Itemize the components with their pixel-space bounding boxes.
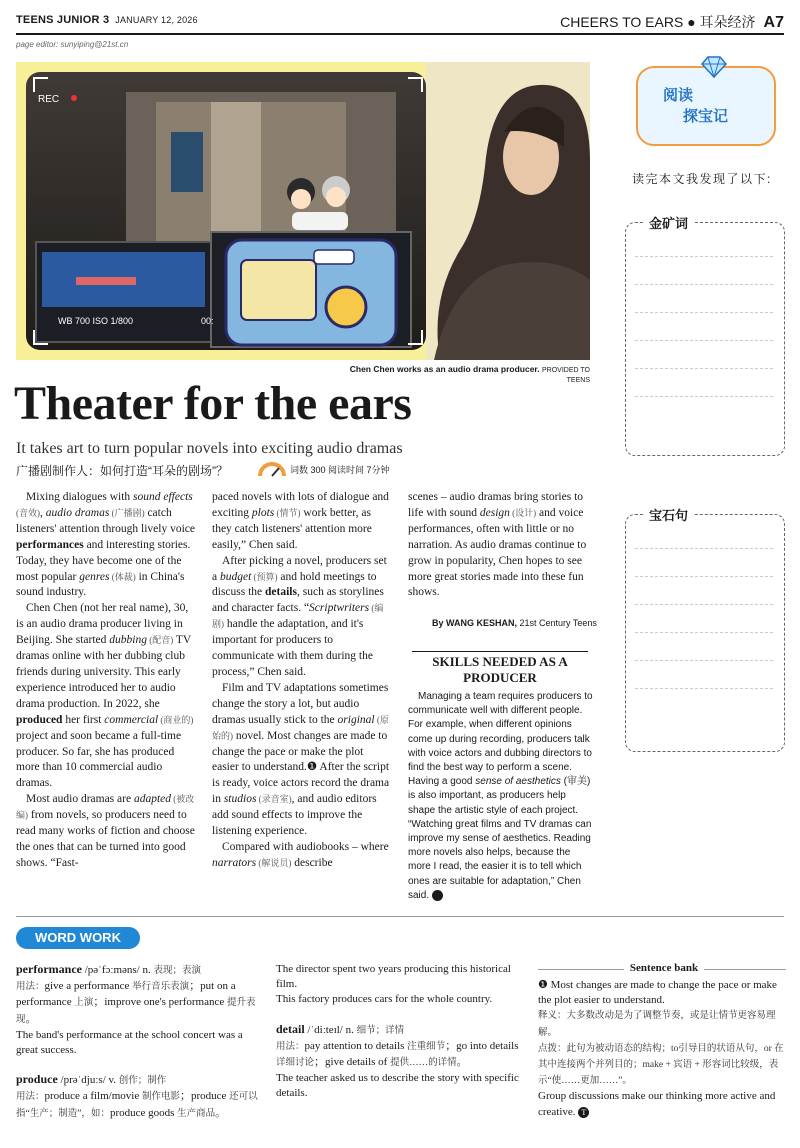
- gem-sentences-title: 宝石句: [643, 505, 694, 524]
- paragraph: Managing a team requires producers to communicate well with different people. For example, when different opinions come up during recording, producers talk with voice actors and dubbing directors to find the best way to perform a scene. Having a good sense of aesthetics (审美) is also important, as producers help shape the artistic style of each project. “Watching great films and TV dramas can improve my sense of aesthetics. Reading more novels also helps, because the more I read, the easier it is to tell which ones are suitable for adaptation,” Chen said. T: [408, 691, 593, 901]
- issue-date: JANUARY 12, 2026: [115, 15, 198, 25]
- sentence-bank-label: Sentence bank: [624, 962, 704, 974]
- chinese-title: 广播剧制作人：如何打造“耳朵的剧场”？: [16, 464, 228, 478]
- paragraph: 用法：give a performance 举行音乐表演；put on a performance 上演；improve one's performance 提升表现。: [16, 980, 256, 1025]
- page-editor: page editor: sunyiping@21st.cn: [16, 40, 129, 49]
- chinese-gloss: (情节): [274, 507, 301, 518]
- gem-sentences-lines: [635, 548, 773, 689]
- column-label: [560, 12, 784, 32]
- italic-term: studios: [223, 793, 257, 806]
- article-column-3: [408, 490, 594, 601]
- sidebar-prompt: 读完本文我发现了以下:: [632, 172, 772, 186]
- sentence-marker: ❶: [306, 761, 318, 774]
- italic-term: genres: [79, 570, 110, 583]
- chinese-note: 用法：: [276, 1041, 305, 1052]
- chinese-gloss: (设计): [509, 507, 537, 518]
- chinese-gloss: (编剧): [212, 603, 384, 630]
- italic-term: audio dramas: [45, 506, 110, 519]
- section-name: TEENS JUNIOR 3: [16, 14, 110, 26]
- sentence-marker: ❶: [538, 979, 548, 991]
- word-count-reading-time: 词数 300 阅读时间 7分钟: [290, 465, 390, 475]
- article-photo: [16, 62, 590, 360]
- chinese-note: 细节；详情: [356, 1025, 405, 1036]
- italic-term: original: [337, 713, 375, 726]
- paragraph: Film and TV adaptations sometimes change the story a lot, but audio dramas usually stick to the original (原始的) novel. Most changes are made to change the pace or make the plot easier to understand.❶ After the script is ready, voice actors record the drama in studios (录音室), and audio editors add sound effects to improve the listening experience.: [212, 681, 390, 838]
- paragraph: detail /ˈdiːteɪl/ n. 细节；详情: [276, 1021, 405, 1036]
- paragraph: 用法：pay attention to details 注重细节；go into details 详细讨论；give details of 提供……的详情。: [276, 1039, 519, 1069]
- headword: produce: [16, 1072, 58, 1087]
- headword: performance: [16, 962, 82, 976]
- paragraph: performance /pəˈfɔːməns/ n. 表现；表演: [16, 962, 201, 976]
- italic-term: dubbing: [109, 634, 147, 647]
- article-column-2: [212, 490, 392, 872]
- italic-term: sound effects: [133, 491, 193, 503]
- chinese-note: 点拨：此句为被动语态的结构；to引导目的状语从句，or 在其中连接两个并列目的；make + 宾语 + 形容词比较级，表示“使……更加……”。: [538, 1043, 784, 1087]
- chinese-gloss: (广播剧): [109, 507, 145, 518]
- italic-term: sense of aesthetics: [475, 776, 561, 788]
- byline-org: 21st Century Teens: [519, 618, 597, 628]
- end-mark-icon: T: [432, 890, 443, 901]
- paragraph: Compared with audiobooks – where narrators (解说员) describe: [212, 840, 389, 869]
- paragraph: produce /prəˈdjuːs/ v. 创作；制作: [16, 1072, 167, 1087]
- chinese-gloss: (被改编): [16, 794, 195, 821]
- article-column-1: [16, 490, 196, 872]
- gold-words-lines: [635, 256, 773, 397]
- diamond-icon: [700, 56, 728, 78]
- paragraph: Chen Chen (not her real name), 30, is an audio drama producer living in Beijing. She started dubbing (配音) TV dramas online with her dubbing club friends during university. This early experience introduced her to audio drama production. In 2022, she produced her first commercial (商业的) project and soon became a full-time producer. So far, she has produced more than 10 commercial audio dramas.: [16, 602, 194, 790]
- chinese-note: 详细讨论: [276, 1058, 315, 1069]
- chinese-note: 上演: [74, 998, 94, 1009]
- paragraph: The band's performance at the school concert was a great success.: [16, 1028, 243, 1057]
- paragraph: [538, 1041, 788, 1090]
- badge-title-line1: 阅读: [663, 87, 694, 104]
- paragraph: Mixing dialogues with sound effects (音效), audio dramas (广播剧) catch listeners' attention through lively voice performances and interesting stories. Today, they have become one of the most popular genres (体裁) in China's sound industry.: [16, 491, 196, 599]
- chinese-gloss: (解说员): [256, 857, 292, 868]
- italic-term: plots: [251, 506, 275, 519]
- sentence-bank-title: [540, 962, 788, 974]
- paragraph: Most audio dramas are adapted (被改编) from novels, so producers need to read many works of fiction and choose the ones that can be turned into good shows. “Fast-: [16, 793, 195, 869]
- paragraph: The teacher asked us to describe the story with specific details.: [276, 1072, 519, 1100]
- chinese-note: 注重细节: [407, 1041, 446, 1052]
- difficulty-gauge-icon: [257, 460, 287, 478]
- end-mark-icon: T: [578, 1107, 589, 1118]
- paragraph: scenes – audio dramas bring stories to life with sound design (设计) and voice performances, often with little or no narration. As audio dramas continue to grow in popularity, Chen hopes to see more great stories made into these fun shows.: [408, 491, 587, 599]
- bold-keyword: details: [265, 586, 297, 599]
- chinese-gloss: (体裁): [109, 571, 136, 582]
- italic-term: narrators: [212, 856, 257, 869]
- chinese-note: 创作；制作: [118, 1076, 167, 1087]
- chinese-note: 用法：: [16, 982, 45, 993]
- paragraph: [538, 1008, 788, 1040]
- word-work-middle: [276, 962, 526, 1102]
- byline-author: By WANG KESHAN,: [432, 618, 518, 628]
- paragraph: paced novels with lots of dialogue and exciting plots (情节) work better, as they catch listeners' attention more easily,” Chen said.: [212, 491, 389, 551]
- byline: [432, 618, 597, 628]
- chinese-note: 提供……的详情: [390, 1058, 457, 1069]
- bold-keyword: produced: [16, 713, 63, 726]
- gold-words-title: 金矿词: [643, 213, 694, 232]
- chinese-note: 生产商品: [177, 1108, 216, 1119]
- headline: Theater for the ears: [14, 377, 412, 430]
- sentence-bank: [538, 978, 788, 1120]
- chinese-note: 释义：大多数改动是为了调整节奏，或是让情节更容易理解。: [538, 1011, 776, 1038]
- paragraph: After picking a novel, producers set a budget (预算) and hold meetings to discuss the details, such as storylines and character facts. “Scriptwriters (编剧) handle the adaptation, and it's important for producers to communicate with them during the process,” Chen said.: [212, 554, 387, 678]
- skills-box-title: SKILLS NEEDED AS A PRODUCER: [412, 651, 588, 686]
- rec-indicator: REC: [38, 94, 60, 105]
- italic-term: budget: [219, 570, 252, 583]
- word-work-left: [16, 962, 266, 1122]
- bold-keyword: performances: [16, 538, 84, 551]
- paragraph: The director spent two years producing this historical film.: [276, 963, 511, 991]
- caption-text: Chen Chen works as an audio drama producer.: [349, 364, 540, 374]
- chinese-note: 用法：: [16, 1092, 45, 1103]
- chinese-gloss: (商业的): [158, 714, 194, 725]
- section-divider: [16, 916, 784, 917]
- chinese-gloss: (录音室): [256, 794, 292, 805]
- chinese-note: 提升表现: [16, 998, 256, 1025]
- chinese-gloss: (配音): [146, 635, 174, 646]
- chinese-note: 还可以指“生产；制造”，如：: [16, 1092, 258, 1119]
- chinese-gloss: (音效): [16, 507, 40, 518]
- paragraph: [276, 1008, 526, 1022]
- paragraph: [16, 1058, 266, 1072]
- chinese-note: 制作电影: [141, 1092, 180, 1103]
- chinese-note: 表现；表演: [153, 966, 201, 976]
- subheadline: It takes art to turn popular novels into exciting audio dramas: [16, 440, 403, 457]
- camera-settings: WB 700 ISO 1/800: [58, 316, 134, 326]
- page-number: A7: [763, 14, 784, 31]
- badge-title-line2: 探宝记: [683, 108, 729, 125]
- header-rule: [16, 33, 784, 35]
- chinese-note: 举行音乐表演: [132, 982, 190, 993]
- italic-term: adapted: [133, 793, 172, 806]
- paragraph: This factory produces cars for the whole country.: [276, 993, 493, 1006]
- italic-term: commercial: [104, 713, 159, 726]
- section-label: [16, 14, 198, 26]
- headword: detail: [276, 1021, 305, 1036]
- paragraph: ❶ Most changes are made to change the pace or make the plot easier to understand.: [538, 979, 777, 1007]
- photo-credit: PROVIDED TO TEENS: [542, 367, 590, 384]
- column-name: CHEERS TO EARS ● 耳朵经济: [560, 14, 756, 30]
- chinese-gloss: (预算): [251, 571, 278, 582]
- chinese-gloss: (原始的): [212, 714, 389, 741]
- word-work-label: WORD WORK: [16, 927, 140, 949]
- paragraph: Group discussions make our thinking more active and creative. T: [538, 1090, 776, 1118]
- skills-box-body: [408, 690, 594, 903]
- paragraph: 用法：produce a film/movie 制作电影；produce 还可以指“生产；制造”，如：produce goods 生产商品。: [16, 1090, 258, 1119]
- camera-timecode: 00:: [201, 316, 214, 326]
- italic-term: Scriptwriters: [309, 602, 370, 615]
- italic-term: design: [479, 506, 510, 519]
